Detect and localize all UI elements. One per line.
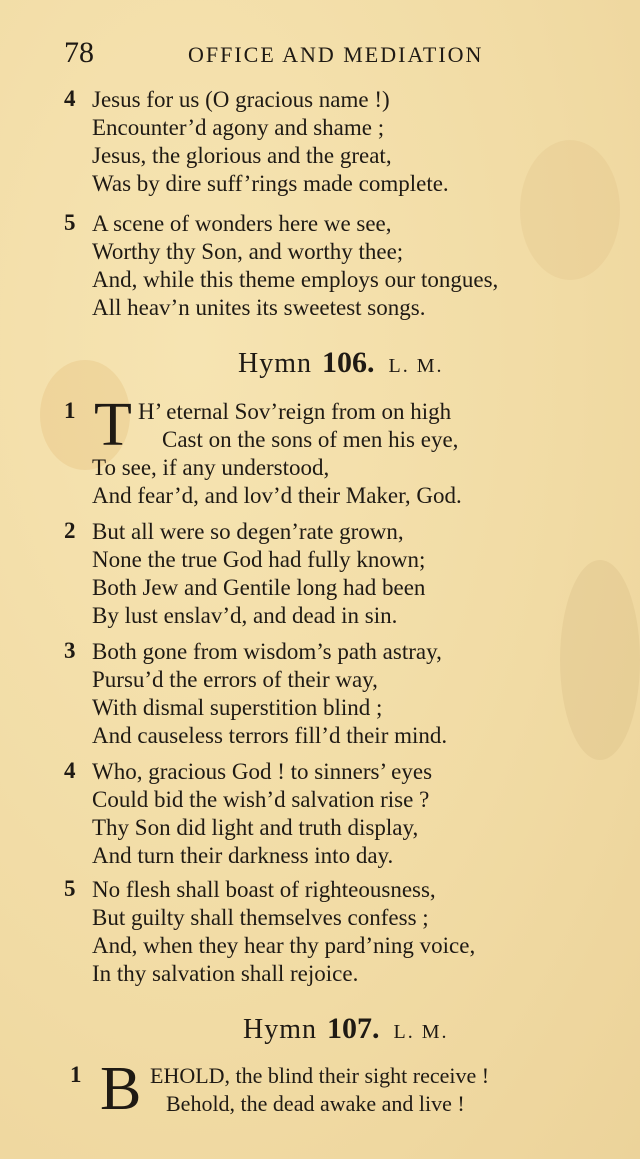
hymn-number: 106. <box>322 346 375 379</box>
verse-line: And, when they hear thy pard’ning voice, <box>92 933 476 958</box>
verse-line: In thy salvation shall rejoice. <box>92 961 359 986</box>
verse-line: And fear’d, and lov’d their Maker, God. <box>92 483 462 508</box>
hymn-word: Hymn <box>243 1014 317 1045</box>
verse-line: Encounter’d agony and shame ; <box>92 115 385 140</box>
verse-number: 5 <box>64 876 76 901</box>
verse-line: EHOLD, the blind their sight receive ! <box>150 1063 490 1088</box>
hymn-number: 107. <box>327 1012 380 1045</box>
verse-line: Worthy thy Son, and worthy thee; <box>92 239 404 264</box>
verse-line: Who, gracious God ! to sinners’ eyes <box>92 759 433 784</box>
drop-cap: T <box>94 391 132 459</box>
verse-line: All heav’n unites its sweetest songs. <box>92 295 426 320</box>
verse-line: Both Jew and Gentile long had been <box>92 575 426 600</box>
verse-line: Thy Son did light and truth display, <box>92 815 419 840</box>
verse-line: No flesh shall boast of righteousness, <box>92 877 436 902</box>
page-header <box>64 36 624 70</box>
verse-line: Behold, the dead awake and live ! <box>166 1091 465 1116</box>
verse-line: Jesus, the glorious and the great, <box>92 143 392 168</box>
verse-number: 3 <box>64 638 76 663</box>
verse-line: By lust enslav’d, and dead in sin. <box>92 603 398 628</box>
verse-line: Both gone from wisdom’s path astray, <box>92 639 442 664</box>
hymn-107-title <box>243 1012 449 1046</box>
verse-number: 4 <box>64 86 76 111</box>
verse-number: 4 <box>64 758 76 783</box>
verse-line: Could bid the wish’d salvation rise ? <box>92 787 430 812</box>
verse-number: 2 <box>64 518 76 543</box>
verse-line: H’ eternal Sov’reign from on high <box>138 399 452 424</box>
verse-line: But guilty shall themselves confess ; <box>92 905 429 930</box>
verse-number: 5 <box>64 210 76 235</box>
hymn-word: Hymn <box>238 348 312 379</box>
verse-line: None the true God had fully known; <box>92 547 426 572</box>
verse-line: And turn their darkness into day. <box>92 843 394 868</box>
running-title: OFFICE AND MEDIATION <box>188 42 484 67</box>
paper-stain <box>520 140 620 280</box>
hymn-106-title <box>238 346 444 380</box>
paper-stain <box>560 560 640 760</box>
verse-line: Pursu’d the errors of their way, <box>92 667 378 692</box>
verse-line: Cast on the sons of men his eye, <box>162 427 459 452</box>
verse-line: To see, if any understood, <box>92 455 330 480</box>
verse-line: And, while this theme employs our tongues, <box>92 267 499 292</box>
verse-line: Jesus for us (O gracious name !) <box>92 87 390 112</box>
verse-number: 1 <box>64 398 76 423</box>
verse-line: And causeless terrors fill’d their mind. <box>92 723 448 748</box>
verse-line: With dismal superstition blind ; <box>92 695 383 720</box>
hymn-meter: L. M. <box>388 355 444 377</box>
verse-line: Was by dire suff’rings made complete. <box>92 171 449 196</box>
verse-line: But all were so degen’rate grown, <box>92 519 404 544</box>
page-number: 78 <box>64 36 94 69</box>
verse-number: 1 <box>70 1062 82 1087</box>
drop-cap: B <box>100 1055 142 1123</box>
hymn-meter: L. M. <box>393 1021 449 1043</box>
verse-line: A scene of wonders here we see, <box>92 211 392 236</box>
